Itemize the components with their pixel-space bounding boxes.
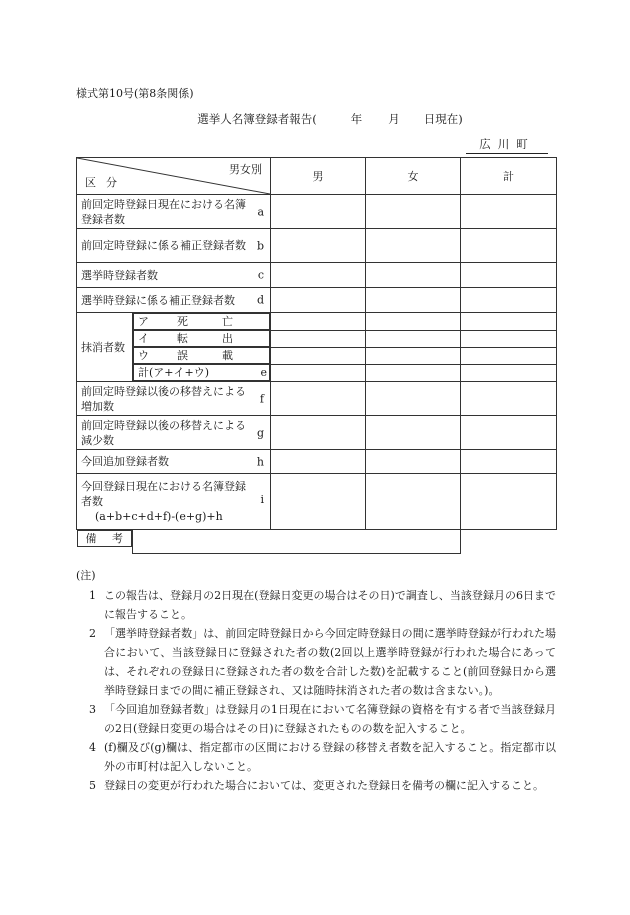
- title-month: 月: [388, 112, 400, 126]
- cell-total[interactable]: [461, 313, 557, 331]
- cell-total[interactable]: [461, 330, 557, 347]
- row-label-d: 選挙時登録に係る補正登録者数 d: [77, 288, 271, 313]
- form-number: 様式第10号(第8条関係): [76, 87, 194, 100]
- cell-female[interactable]: [366, 288, 461, 313]
- table-row: [77, 450, 557, 474]
- cell-total[interactable]: [461, 288, 557, 313]
- cell-total[interactable]: [461, 195, 557, 229]
- note-item: 3 「今回追加登録者数」は登録月の1日現在において名簿登録の資格を有する者で当該登録月の2日(登録日変更の場合はその日)に登録されたものの数を記入すること。: [89, 703, 556, 735]
- cell-male[interactable]: [271, 382, 366, 416]
- table-row: [77, 263, 557, 288]
- cell-female[interactable]: [366, 330, 461, 347]
- note-item: 1 この報告は、登録月の2日現在(登録日変更の場合はその日)で調査し、当該登録月の6日までに報告すること。: [89, 589, 556, 621]
- cell-male[interactable]: [271, 474, 366, 530]
- table-row: [77, 229, 557, 263]
- cell-male[interactable]: [271, 229, 366, 263]
- column-female: 女: [366, 158, 461, 195]
- table-row: [77, 330, 557, 347]
- town-name: 広川町: [466, 136, 548, 154]
- cell-total[interactable]: [461, 474, 557, 530]
- cell-female[interactable]: [366, 416, 461, 450]
- header-diagonal-cell: [77, 158, 271, 195]
- table-row: [77, 347, 557, 364]
- cell-male[interactable]: [271, 364, 366, 382]
- cell-male[interactable]: [271, 288, 366, 313]
- cell-female[interactable]: [366, 229, 461, 263]
- column-total: 計: [461, 158, 557, 195]
- cell-total[interactable]: [461, 347, 557, 364]
- cell-female[interactable]: [366, 474, 461, 530]
- table-row: [77, 364, 557, 382]
- cell-total[interactable]: [461, 263, 557, 288]
- cell-female[interactable]: [366, 382, 461, 416]
- table-row: [77, 416, 557, 450]
- row-i-formula: (a+b+c+d+f)-(e+g)+h: [95, 510, 223, 523]
- deletion-row-moved-out: イ 転出: [133, 330, 270, 347]
- deletion-group-label: 抹消者数: [77, 313, 133, 382]
- row-label-b: 前回定時登録に係る補正登録者数 b: [77, 229, 271, 263]
- deletion-row-error: ウ 誤載: [133, 347, 270, 364]
- cell-male[interactable]: [271, 347, 366, 364]
- cell-female[interactable]: [366, 364, 461, 382]
- table-row: [77, 288, 557, 313]
- cell-total[interactable]: [461, 450, 557, 474]
- table-row: [77, 313, 557, 331]
- title-suffix: 日現在): [423, 112, 463, 126]
- title-prefix: 選挙人名簿登録者報告(: [197, 112, 317, 126]
- cell-male[interactable]: [271, 195, 366, 229]
- table-row: [77, 382, 557, 416]
- cell-female[interactable]: [366, 195, 461, 229]
- row-label-f: 前回定時登録以後の移替えによる増加数 f: [77, 382, 271, 416]
- note-item: 2 「選挙時登録者数」は、前回定時登録日から今回定時登録日の間に選挙時登録が行われた場合において、当該登録日に登録された者の数(2回以上選挙時登録が行われた場合にあっては、それぞれの登録日に登録された者の数を合計した数)を記載すること(前回登録日から選挙時登録日までの間に補正登録され、又は随時抹消された者の数は含まない。)。: [89, 627, 556, 697]
- cell-female[interactable]: [366, 313, 461, 331]
- deletion-row-total: 計(ア+イ+ウ) e: [133, 364, 270, 381]
- table-row: [77, 474, 557, 530]
- cell-male[interactable]: [271, 416, 366, 450]
- cell-male[interactable]: [271, 263, 366, 288]
- table-row: [77, 195, 557, 229]
- row-label-c: 選挙時登録者数 c: [77, 263, 271, 288]
- note-item: 5 登録日の変更が行われた場合においては、変更された登録日を備考の欄に記入すること。: [89, 779, 544, 792]
- column-male: 男: [271, 158, 366, 195]
- notes-heading: (注): [76, 569, 96, 582]
- deletion-row-death: ア 死亡: [133, 313, 270, 330]
- title-year: 年: [350, 112, 363, 126]
- cell-total[interactable]: [461, 416, 557, 450]
- row-label-h: 今回追加登録者数 h: [77, 450, 271, 474]
- cell-total[interactable]: [461, 364, 557, 382]
- report-title: [0, 111, 630, 127]
- remarks-field[interactable]: [133, 530, 461, 554]
- remarks-label: 備 考: [77, 530, 133, 547]
- header-gender-label: 男女別: [229, 163, 262, 176]
- row-label-a: 前回定時登録日現在における名簿登録者数 a: [77, 195, 271, 229]
- table-header-row: [77, 158, 557, 195]
- cell-total[interactable]: [461, 382, 557, 416]
- registration-table: [76, 157, 557, 554]
- cell-female[interactable]: [366, 263, 461, 288]
- cell-female[interactable]: [366, 450, 461, 474]
- cell-male[interactable]: [271, 330, 366, 347]
- cell-male[interactable]: [271, 450, 366, 474]
- note-item: 4 (f)欄及び(g)欄は、指定都市の区間における登録の移替え者数を記入すること。指定都市以外の市町村は記入しないこと。: [89, 741, 556, 773]
- cell-female[interactable]: [366, 347, 461, 364]
- row-label-i: 今回登録日現在における名簿登録者数 i (a+b+c+d+f)-(e+g)+h: [77, 474, 271, 530]
- cell-total[interactable]: [461, 229, 557, 263]
- cell-male[interactable]: [271, 313, 366, 331]
- remarks-row: [77, 530, 557, 554]
- row-label-g: 前回定時登録以後の移替えによる減少数 g: [77, 416, 271, 450]
- notes-section: [76, 566, 556, 795]
- header-category-label: 区分: [85, 176, 127, 189]
